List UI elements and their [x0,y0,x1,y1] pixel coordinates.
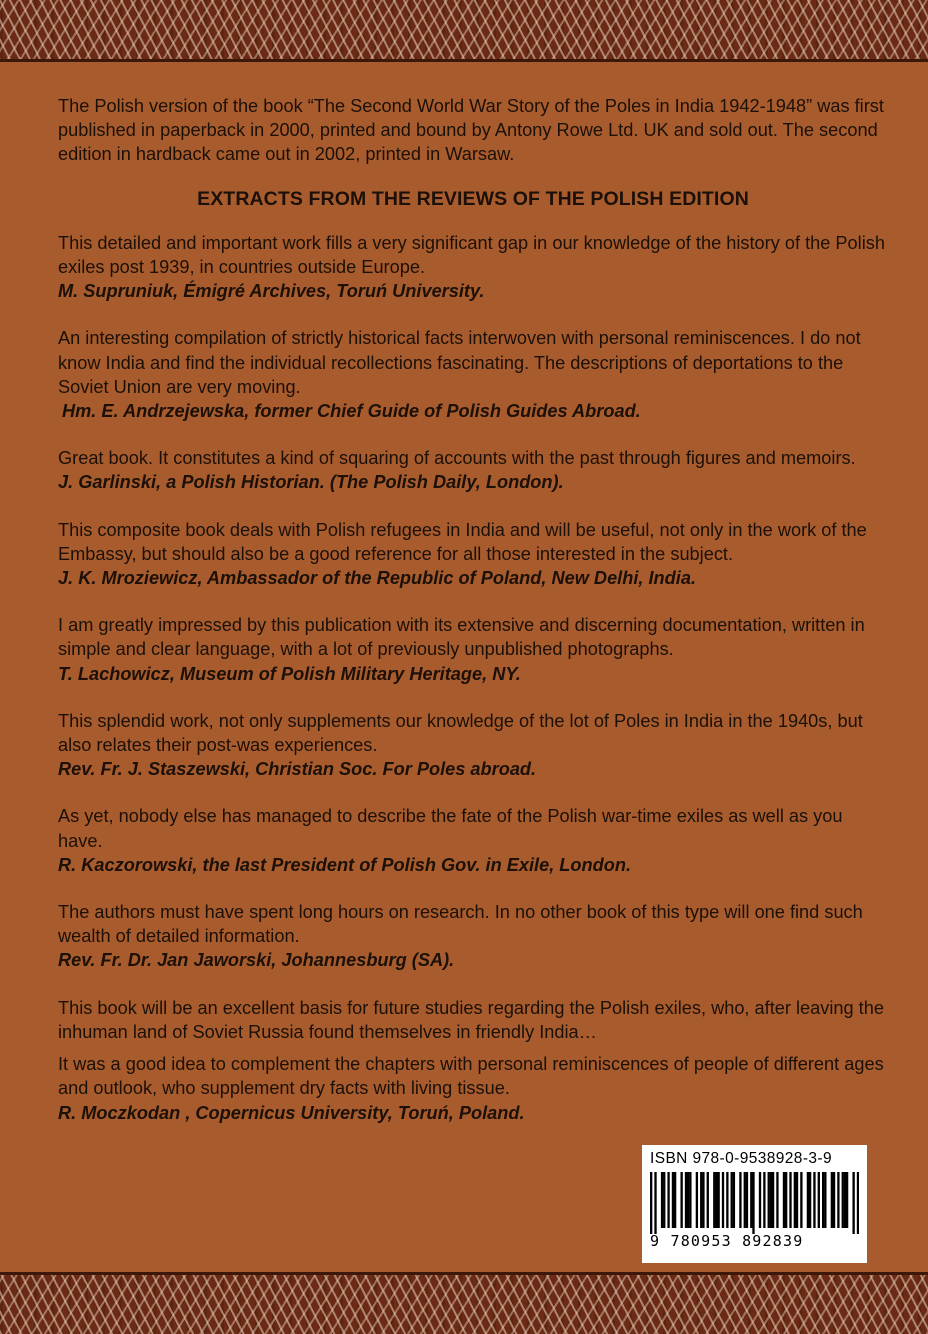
barcode-bar [857,1172,859,1234]
barcode-bars [650,1172,859,1234]
isbn-label: ISBN 978-0-9538928-3-9 [650,1150,832,1167]
barcode-bar [715,1172,717,1228]
barcode-bar [750,1172,752,1228]
barcode-bar [813,1172,815,1228]
border-edge [0,1272,928,1275]
barcode-bar [674,1172,676,1228]
barcode-bar [796,1172,798,1228]
review-attribution: Rev. Fr. J. Staszewski, Christian Soc. For Poles abroad. [58,759,537,780]
review [58,996,888,1044]
barcode-bar [824,1172,826,1228]
barcode-bar [772,1172,774,1228]
review [58,231,888,304]
review-text: This book will be an excellent basis for future studies regarding the Polish exiles, who, after leaving the inhuman land of Soviet Russia found themselves in friendly India… [58,997,884,1042]
decorative-border-bottom [0,1272,928,1334]
barcode-bar [759,1172,761,1228]
barcode-bar [744,1172,746,1228]
review-text: An interesting compilation of strictly historical facts interwoven with personal reminiscences. I do not know India and find the individual recollections fascinating. The descriptions of deportations to the Soviet Union are very moving. [58,328,861,397]
barcode-bar [818,1172,820,1228]
barcode-bar [842,1172,844,1228]
barcode-bar [846,1172,848,1228]
review-attribution: M. Supruniuk, Émigré Archives, Toruń University. [58,281,485,302]
decorative-border-top [0,0,928,62]
barcode-bar [726,1172,728,1228]
barcode-bar [831,1172,833,1228]
review [58,804,888,877]
review-text: As yet, nobody else has managed to describe the fate of the Polish war-time exiles as well as you have. [58,806,843,851]
barcode-bar [661,1172,663,1228]
review-attribution: Rev. Fr. Dr. Jan Jaworski, Johannesburg (SA). [58,950,455,971]
barcode-bar [785,1172,787,1228]
barcode-bar [746,1172,748,1228]
review-text: This detailed and important work fills a very significant gap in our knowledge of the history of the Polish exiles post 1939, in countries outside Europe. [58,232,885,278]
barcode-bar [794,1172,796,1228]
review [58,326,888,423]
barcode-bar [752,1172,754,1234]
barcode-bar [776,1172,778,1228]
barcode-bar [739,1172,741,1228]
barcode-bar [654,1172,656,1234]
barcode-bar [650,1172,652,1234]
barcode-bar [707,1172,709,1228]
barcode-bar [783,1172,785,1228]
review-text: The authors must have spent long hours on research. In no other book of this type will one find such wealth of detailed information. [58,902,863,947]
review-text: It was a good idea to complement the chapters with personal reminiscences of people of different ages and outlook, who supplement dry facts with living tissue. [58,1054,884,1099]
barcode-bar [722,1172,724,1228]
review [58,518,888,591]
review-attribution: Hm. E. Andrzejewska, former Chief Guide of Polish Guides Abroad. [62,401,641,422]
barcode-bar [731,1172,733,1228]
review [58,900,888,973]
review [58,446,888,494]
review [58,1052,888,1125]
barcode-bar [685,1172,687,1228]
back-cover-text [58,94,888,1148]
barcode-bar [663,1172,665,1228]
barcode-bar [700,1172,702,1228]
isbn-barcode [642,1145,867,1263]
review-attribution: R. Kaczorowski, the last President of Polish Gov. in Exile, London. [58,854,632,875]
review-text: This composite book deals with Polish refugees in India and will be useful, not only in the work of the Embassy, but should also be a good reference for all those interested in the subject. [58,519,867,564]
barcode-bar [837,1172,839,1228]
review [58,709,888,782]
barcode-digits: 9 780953 892839 [650,1232,804,1250]
review-attribution: T. Lachowicz, Museum of Polish Military Heritage, NY. [58,663,521,684]
barcode-bar [717,1172,719,1228]
barcode-bar [822,1172,824,1228]
barcode-bar [800,1172,802,1228]
barcode-bar [680,1172,682,1228]
barcode-bar [768,1172,770,1228]
barcode-bar [789,1172,791,1228]
barcode-bar [713,1172,715,1228]
barcode-bar [687,1172,689,1228]
barcode-bar [807,1172,809,1228]
review-attribution: J. Garlinski, a Polish Historian. (The Polish Daily, London). [58,472,564,493]
barcode-bar [689,1172,691,1228]
barcode-bar [696,1172,698,1228]
barcode-bar [770,1172,772,1228]
barcode-bar [809,1172,811,1228]
review-attribution: J. K. Mroziewicz, Ambassador of the Republic of Poland, New Delhi, India. [58,568,697,589]
review-text: Great book. It constitutes a kind of squaring of accounts with the past through figures and memoirs. [58,448,856,469]
barcode-bar [852,1172,854,1234]
review [58,613,888,686]
review-text: This splendid work, not only supplements our knowledge of the lot of Poles in India in the 1940s, but also relates their post-was experiences. [58,710,863,756]
border-edge [0,59,928,62]
barcode-bar [672,1172,674,1228]
barcode-bar [844,1172,846,1228]
reviews-heading: EXTRACTS FROM THE REVIEWS OF THE POLISH EDITION [197,187,749,210]
barcode-bar [702,1172,704,1228]
barcode-bar [733,1172,735,1228]
barcode-bar [763,1172,765,1228]
review-text: I am greatly impressed by this publication with its extensive and discerning documentation, written in simple and clear language, with a lot of previously unpublished photographs. [58,615,865,660]
barcode-bar [667,1172,669,1228]
intro-paragraph: The Polish version of the book “The Second World War Story of the Poles in India 1942-1948” was first published in paperback in 2000, printed and bound by Antony Rowe Ltd. UK and sold out. The second edition in hardback came out in 2002, printed in Warsaw. [58,96,884,165]
review-attribution: R. Moczkodan , Copernicus University, Toruń, Poland. [58,1102,525,1123]
barcode-bar [833,1172,835,1228]
